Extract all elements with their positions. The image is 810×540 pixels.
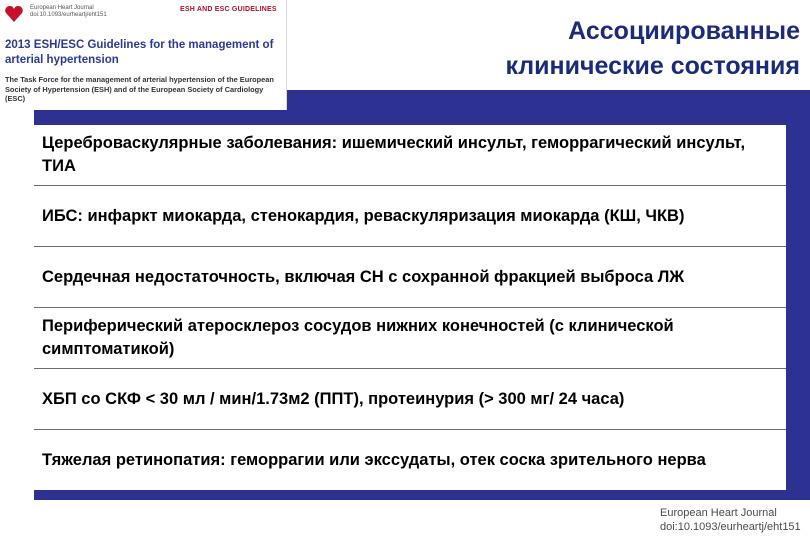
- heart-logo-icon: [4, 4, 24, 24]
- reference-doi: doi:10.1093/eurheartj/eht151: [660, 521, 801, 533]
- list-item: Периферический атеросклероз сосудов нижних конечностей (с клинической симптоматикой): [34, 308, 786, 369]
- list-item: Сердечная недостаточность, включая СН с сохранной фракцией выброса ЛЖ: [34, 247, 786, 308]
- logo-tag: ESH AND ESC GUIDELINES: [180, 6, 277, 13]
- list-item: ХБП со СКФ < 30 мл / мин/1.73м2 (ППТ), протеинурия (> 300 мг/ 24 часа): [34, 369, 786, 430]
- reference-journal: European Heart Journal: [660, 507, 777, 519]
- left-margin: [0, 110, 34, 500]
- logo-journal: European Heart Journal doi:10.1093/eurheartj/eht151: [30, 5, 107, 18]
- slide-title-line2: клинические состояния: [505, 52, 800, 80]
- logo-title: 2013 ESH/ESC Guidelines for the management of arterial hypertension: [5, 39, 274, 66]
- list-item: ИБС: инфаркт миокарда, стенокардия, реваскуляризация миокарда (КШ, ЧКВ): [34, 186, 786, 247]
- conditions-list: [34, 125, 786, 490]
- guidelines-logo: [0, 0, 287, 110]
- logo-subtitle: The Task Force for the management of arterial hypertension of the European Society of Hypertension (ESH) and of the European Society of Cardiology (ESC): [5, 75, 274, 103]
- slide-title: [340, 14, 800, 84]
- journal-reference: [660, 506, 810, 534]
- list-item: Цереброваскулярные заболевания: ишемический инсульт, геморрагический инсульт, ТИА: [34, 125, 786, 186]
- slide-title-line1: Ассоциированные: [568, 17, 800, 45]
- list-item: Тяжелая ретинопатия: геморрагии или экссудаты, отек соска зрительного нерва: [42, 450, 706, 469]
